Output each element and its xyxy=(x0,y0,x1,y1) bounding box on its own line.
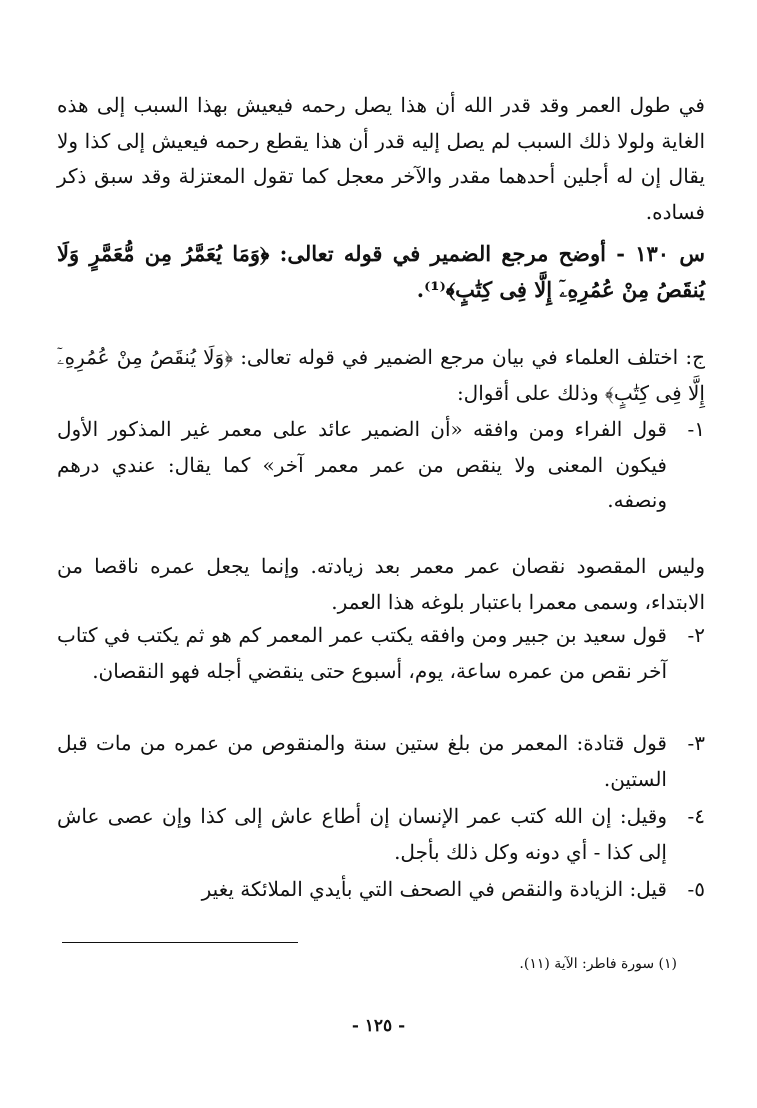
item-number: ٢- xyxy=(687,623,705,647)
list-item xyxy=(57,618,705,689)
footnote-divider xyxy=(62,942,298,943)
list-item xyxy=(57,872,705,908)
question-heading: س ١٣٠ - أوضح مرجع الضمير في قوله تعالى: ﴿وَمَا يُعَمَّرُ مِن مُّعَمَّرٍ وَلَا يُنقَصُ مِنْ عُمُرِهِۦٓ إِلَّا فِى كِتَٰبٍ﴾⁽¹⁾. xyxy=(57,241,705,302)
list-item xyxy=(57,726,705,797)
list-item xyxy=(57,412,705,519)
page-number: - ١٢٥ - xyxy=(351,1016,406,1036)
list-item xyxy=(57,799,705,870)
item-text: قيل: الزيادة والنقص في الصحف التي بأيدي الملائكة يغير xyxy=(201,877,667,901)
intro-paragraph: في طول العمر وقد قدر الله أن هذا يصل رحمه فيعيش بهذا السبب إلى هذه الغاية ولولا ذلك السبب لم يصل إليه قدر أن هذا يقطع رحمه فيعيش إلى كذا ولا يقال إن له أجلين أحدهما مقدر والآخر معجل كما تقول المعتزلة وقد سبق ذكر فساده. xyxy=(57,93,706,224)
middle-paragraph: وليس المقصود نقصان عمر معمر بعد زيادته. وإنما يجعل عمره ناقصا من الابتداء، وسمى معمرا باعتبار بلوغه هذا العمر. xyxy=(57,554,705,614)
item-number: ٤- xyxy=(687,804,705,828)
item-number: ٥- xyxy=(687,877,705,901)
item-text: قول الفراء ومن وافقه «أن الضمير عائد على معمر غير المذكور الأول فيكون المعنى ولا ينقص من عمر معمر آخر» كما يقال: عندي درهم ونصفه. xyxy=(57,417,667,512)
item-text: قول قتادة: المعمر من بلغ ستين سنة والمنقوص من عمره من مات قبل الستين. xyxy=(57,731,667,791)
answer-paragraph: ج: اختلف العلماء في بيان مرجع الضمير في قوله تعالى: ﴿وَلَا يُنقَصُ مِنْ عُمُرِهِۦٓ إِلَّا فِى كِتَٰبٍ﴾ وذلك على أقوال: xyxy=(57,345,705,405)
item-text: وقيل: إن الله كتب عمر الإنسان إن أطاع عاش إلى كذا وإن عصى عاش إلى كذا - أي دونه وكل ذلك بأجل. xyxy=(57,804,667,864)
item-text: قول سعيد بن جبير ومن وافقه يكتب عمر المعمر كم هو ثم يكتب في كتاب آخر نقص من عمره ساعة، يوم، أسبوع حتى ينقضي أجله فهو النقصان. xyxy=(57,623,667,683)
footnote: (١) سورة فاطر: الآية (١١). xyxy=(519,956,677,972)
item-number: ٣- xyxy=(687,731,705,755)
item-number: ١- xyxy=(687,417,705,441)
